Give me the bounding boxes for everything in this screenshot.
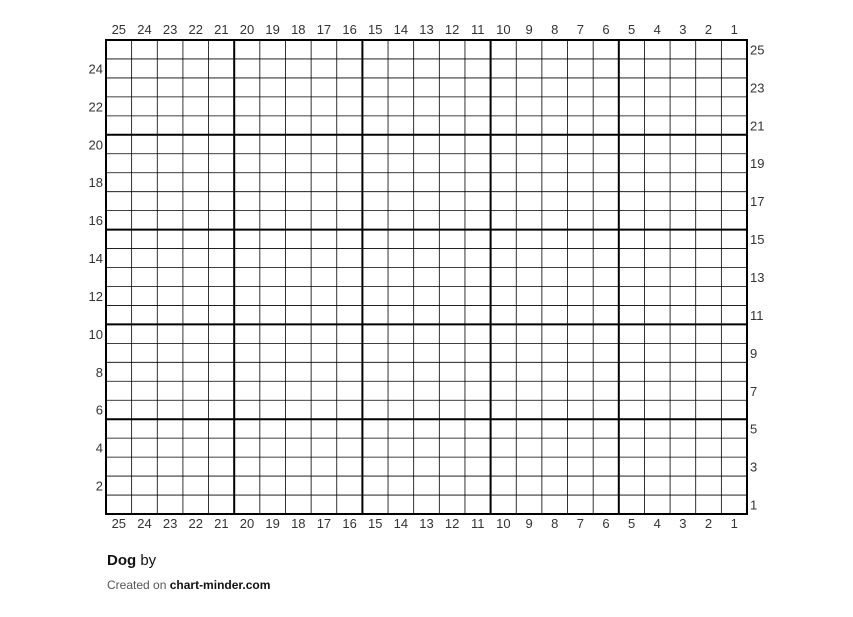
column-number-top: 24 — [137, 22, 152, 37]
column-number-bottom: 23 — [162, 516, 178, 531]
row-number-left: 6 — [95, 402, 103, 418]
row-number-left: 10 — [88, 326, 103, 342]
column-number-bottom: 12 — [444, 516, 460, 531]
row-number-right: 11 — [750, 307, 764, 323]
row-number-right: 1 — [750, 497, 758, 513]
row-number-right: 5 — [750, 421, 758, 437]
column-number-top: 14 — [393, 22, 409, 37]
column-number-bottom: 9 — [525, 516, 533, 531]
row-number-left: 20 — [88, 137, 103, 153]
column-number-bottom: 14 — [393, 516, 409, 531]
row-number-left: 22 — [88, 99, 103, 115]
column-number-top: 23 — [162, 22, 178, 37]
column-number-top: 21 — [214, 22, 229, 37]
chart-name: Dog — [107, 552, 137, 569]
column-number-top: 12 — [444, 22, 460, 37]
column-number-top: 15 — [367, 22, 383, 37]
column-number-top: 7 — [576, 22, 584, 37]
row-number-left: 4 — [95, 440, 103, 456]
row-number-right: 13 — [750, 270, 765, 285]
column-number-top: 18 — [291, 22, 306, 37]
column-number-top: 20 — [239, 22, 255, 37]
column-number-top: 17 — [316, 22, 332, 37]
column-number-bottom: 5 — [628, 516, 636, 531]
created-on-label: Created on — [107, 578, 167, 592]
column-number-bottom: 11 — [471, 516, 485, 531]
column-number-top: 11 — [471, 22, 485, 37]
column-number-top: 16 — [342, 22, 357, 37]
row-number-right: 15 — [750, 232, 765, 248]
row-number-right: 7 — [750, 383, 758, 399]
grid-background — [106, 40, 747, 514]
chart-author-label: by — [140, 552, 157, 569]
column-number-bottom: 22 — [188, 516, 203, 531]
row-number-right: 19 — [750, 156, 765, 172]
row-number-right: 25 — [750, 42, 765, 58]
site-link[interactable]: chart-minder.com — [169, 578, 271, 592]
row-number-right: 21 — [750, 118, 765, 134]
row-number-left: 14 — [88, 251, 103, 267]
row-number-right: 3 — [750, 459, 758, 475]
row-number-right: 9 — [750, 345, 758, 361]
row-number-left: 2 — [95, 478, 103, 494]
column-number-bottom: 16 — [342, 516, 357, 531]
column-number-bottom: 24 — [137, 516, 152, 531]
column-number-bottom: 10 — [496, 516, 511, 531]
row-number-right: 23 — [750, 80, 765, 96]
created-on-credit — [107, 578, 270, 592]
chart-title — [107, 552, 156, 569]
column-number-bottom: 4 — [653, 516, 661, 531]
column-number-top: 8 — [551, 22, 559, 37]
column-number-bottom: 2 — [704, 516, 713, 531]
column-number-top: 9 — [525, 22, 533, 37]
column-number-bottom: 1 — [730, 516, 738, 531]
column-number-bottom: 13 — [419, 516, 434, 531]
column-number-bottom: 19 — [265, 516, 280, 531]
column-number-top: 1 — [730, 22, 738, 37]
column-number-top: 13 — [419, 22, 434, 37]
row-number-left: 16 — [88, 213, 103, 229]
column-number-bottom: 6 — [602, 516, 610, 531]
row-number-left: 12 — [88, 288, 103, 304]
column-number-top: 6 — [602, 22, 610, 37]
column-number-bottom: 3 — [679, 516, 687, 531]
column-number-top: 10 — [496, 22, 511, 37]
column-number-bottom: 21 — [214, 516, 229, 531]
column-number-top: 2 — [704, 22, 713, 37]
row-number-left: 18 — [88, 175, 103, 191]
column-number-bottom: 7 — [576, 516, 584, 531]
row-number-left: 8 — [95, 364, 103, 380]
column-number-bottom: 15 — [367, 516, 383, 531]
column-number-top: 19 — [265, 22, 280, 37]
row-number-right: 17 — [750, 194, 765, 210]
row-number-left: 24 — [88, 61, 103, 77]
column-number-top: 3 — [679, 22, 687, 37]
column-number-bottom: 8 — [551, 516, 559, 531]
column-number-top: 5 — [628, 22, 636, 37]
column-number-bottom: 17 — [316, 516, 332, 531]
column-number-bottom: 18 — [291, 516, 306, 531]
column-number-top: 22 — [188, 22, 203, 37]
column-number-bottom: 20 — [239, 516, 255, 531]
column-number-bottom: 25 — [111, 516, 127, 531]
column-number-top: 4 — [653, 22, 661, 37]
column-number-top: 25 — [111, 22, 127, 37]
